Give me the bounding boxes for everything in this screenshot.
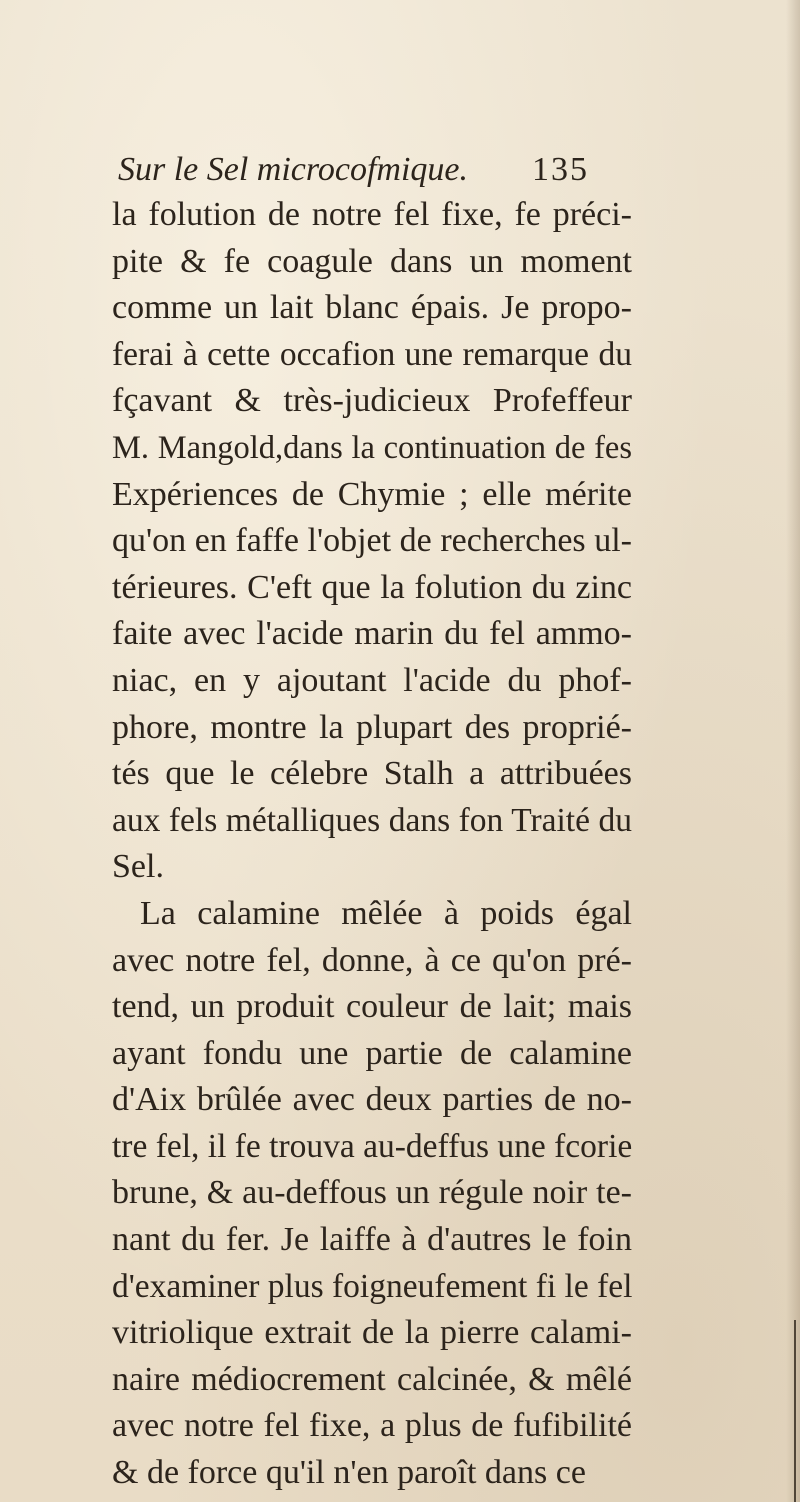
text-line: ferai à cette occafion une remarque du xyxy=(112,335,632,373)
text-line: pite & fe coagule dans un moment xyxy=(112,242,632,280)
text-line: fçavant & très-judicieux Profeffeur xyxy=(112,382,632,420)
running-head xyxy=(110,150,610,190)
text-line: ayant fondu une partie de calamine xyxy=(112,1034,632,1072)
text-line: d'examiner plus foigneufement fi le fel xyxy=(112,1267,633,1305)
text-line: tre fel, il fe trouva au-deffus une fcorie xyxy=(112,1127,633,1165)
text-line: vitriolique extrait de la pierre calami- xyxy=(112,1314,632,1352)
text-line: brune, & au-deffous un régule noir te- xyxy=(112,1174,632,1212)
text-line: niac, en y ajoutant l'acide du phof- xyxy=(112,661,632,699)
text-line: qu'on en faffe l'objet de recherches ul- xyxy=(112,522,632,560)
text-line: avec notre fel fixe, a plus de fufibilité xyxy=(112,1407,632,1445)
text-line: la folution de notre fel fixe, fe préci- xyxy=(112,196,632,233)
text-line: phore, montre la plupart des proprié- xyxy=(112,708,632,746)
text-line: faite avec l'acide marin du fel ammo- xyxy=(112,615,632,653)
text-line: tés que le célebre Stalh a attribuées xyxy=(112,755,632,793)
text-line: Expériences de Chymie ; elle mérite xyxy=(112,475,632,513)
text-line: aux fels métalliques dans fon Traité du xyxy=(112,801,632,839)
text-line: La calamine mêlée à poids égal xyxy=(140,894,632,932)
text-line: nant du fer. Je laiffe à d'autres le foin xyxy=(112,1221,632,1259)
page-edge-line xyxy=(794,1320,796,1502)
page-edge-shadow xyxy=(786,0,800,1502)
text-line: M. Mangold,dans la continuation de fes xyxy=(112,429,632,466)
running-title: Sur le Sel microcofmique. xyxy=(118,151,468,188)
text-line: tend, un produit couleur de lait; mais xyxy=(112,988,632,1026)
text-line: Sel. xyxy=(112,848,164,886)
body-text xyxy=(112,192,632,1497)
text-line: & de force qu'il n'en paroît dans ce xyxy=(112,1454,586,1492)
page-number: 135 xyxy=(532,151,589,188)
text-line: comme un lait blanc épais. Je propo- xyxy=(112,289,632,327)
text-line: avec notre fel, donne, à ce qu'on pré- xyxy=(112,941,632,979)
text-line: d'Aix brûlée avec deux parties de no- xyxy=(112,1081,632,1119)
text-line: naire médiocrement calcinée, & mêlé xyxy=(112,1360,632,1398)
text-line: térieures. C'eft que la folution du zinc xyxy=(112,568,632,606)
